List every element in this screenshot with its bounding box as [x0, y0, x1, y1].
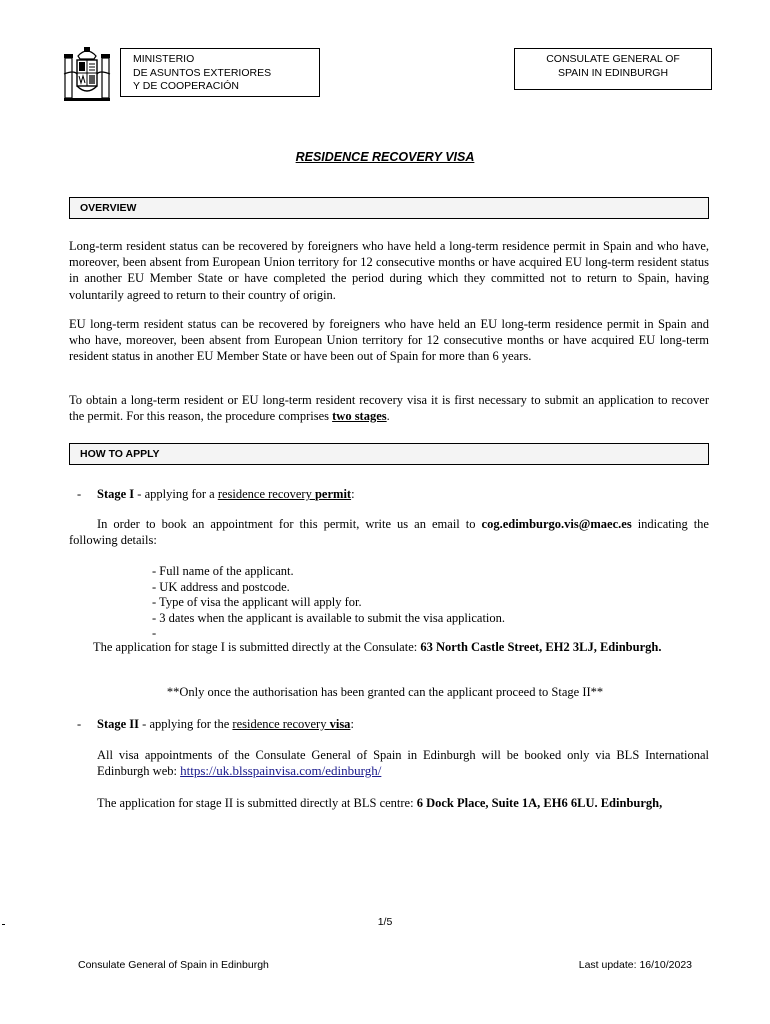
bls-website-link[interactable]: https://uk.blsspainvisa.com/edinburgh/ — [180, 763, 382, 779]
consulate-line: SPAIN IN EDINBURGH — [557, 66, 669, 79]
list-item: - Type of visa the applicant will apply for. — [152, 595, 362, 610]
stage-1-text: - applying for a — [134, 487, 218, 501]
stage-2-heading — [77, 716, 354, 732]
list-item: - 3 dates when the applicant is available to submit the visa application. — [152, 610, 506, 625]
stage-1-intro-end: indicating the following details: — [69, 517, 709, 548]
stage-2-visa: visa — [329, 717, 351, 731]
stage-1-intro-text: In order to book an appointment for this permit, write us an email to — [97, 517, 482, 531]
stage-1-permit: permit — [314, 487, 352, 501]
stage-2-submit-text: The application for stage II is submitted directly at BLS centre: — [97, 796, 417, 810]
stage-2-visa-phrase — [232, 717, 350, 731]
required-details-list — [152, 564, 505, 642]
stage-2-appointment-info — [97, 747, 709, 779]
overview-p3-end: . — [386, 409, 390, 424]
overview-paragraph-3 — [69, 392, 709, 424]
footer-last-update: Last update: 16/10/2023 — [578, 959, 692, 971]
stage-1-submit-text: The application for stage I is submitted directly at the Consulate: — [93, 640, 421, 654]
stage-1-label: Stage I — [97, 487, 135, 501]
stage-2-submit-info — [97, 795, 709, 811]
stage-1-submit-info — [93, 639, 709, 655]
stage-2-dash: - — [77, 717, 82, 731]
authorisation-note: **Only once the authorisation has been granted can the applicant proceed to Stage II** — [166, 685, 604, 699]
ministry-line: DE ASUNTOS EXTERIORES — [133, 66, 272, 79]
consulate-header-box — [514, 48, 712, 90]
bls-address: 6 Dock Place, Suite 1A, EH6 6LU. Edinburgh, — [416, 796, 663, 810]
stage-2-text: - applying for the — [139, 717, 233, 731]
page-number: 1/5 — [377, 916, 393, 928]
stage-2-colon: : — [350, 717, 354, 731]
stage-2-appointment-text: All visa appointments of the Consulate General of Spain in Edinburgh will be booked only via BLS International Edinburgh web: — [97, 748, 709, 779]
margin-mark — [2, 924, 5, 925]
stage-1-phrase: residence recovery — [217, 487, 315, 501]
ministry-header-box — [120, 48, 320, 97]
stage-2-label: Stage II — [97, 717, 140, 731]
spain-coat-of-arms-icon — [62, 44, 112, 106]
consulate-line: CONSULATE GENERAL OF — [546, 53, 680, 65]
stage-1-intro — [69, 516, 709, 548]
how-to-apply-heading: HOW TO APPLY — [69, 443, 709, 465]
ministry-line: MINISTERIO — [133, 53, 195, 65]
consulate-email[interactable]: cog.edimburgo.vis@maec.es — [481, 517, 632, 531]
footer-consulate: Consulate General of Spain in Edinburgh — [78, 959, 269, 971]
stage-1-colon: : — [351, 487, 355, 501]
overview-heading: OVERVIEW — [69, 197, 709, 219]
stage-1-permit-phrase — [218, 487, 351, 501]
stage-1-heading — [77, 486, 355, 502]
ministry-line: Y DE COOPERACIÓN — [133, 80, 239, 92]
stage-2-phrase: residence recovery — [232, 717, 330, 731]
overview-paragraph-1: Long-term resident status can be recovered by foreigners who have held a long-term residence permit in Spain and who have, moreover, been absent from European Union territory for 12 consecutive months or have acquired EU long-term resident status in another EU Member State or have completed the period during which they committed not to return to Spain, having voluntarily agreed to return to their country of origin. — [69, 239, 709, 302]
list-item: - UK address and postcode. — [152, 579, 290, 594]
overview-p3-text: To obtain a long-term resident or EU long-term resident recovery visa it is first necessary to submit an application to recover the permit. For this reason, the procedure comprises — [69, 393, 709, 424]
document-title: RESIDENCE RECOVERY VISA — [295, 150, 475, 164]
list-item: - Full name of the applicant. — [152, 564, 294, 578]
overview-paragraph-2: EU long-term resident status can be recovered by foreigners who have held an EU long-term residence permit in Spain and who have, moreover, been absent from European Union territory for 12 consecutive months or have acquired EU long-term resident status in another EU Member State or have been out of Spain for more than 6 years. — [69, 317, 709, 364]
list-item: - — [152, 626, 157, 641]
consulate-address: 63 North Castle Street, EH2 3LJ, Edinburgh. — [420, 640, 662, 654]
two-stages-emphasis: two stages — [332, 409, 387, 424]
stage-1-dash: - — [77, 487, 82, 501]
